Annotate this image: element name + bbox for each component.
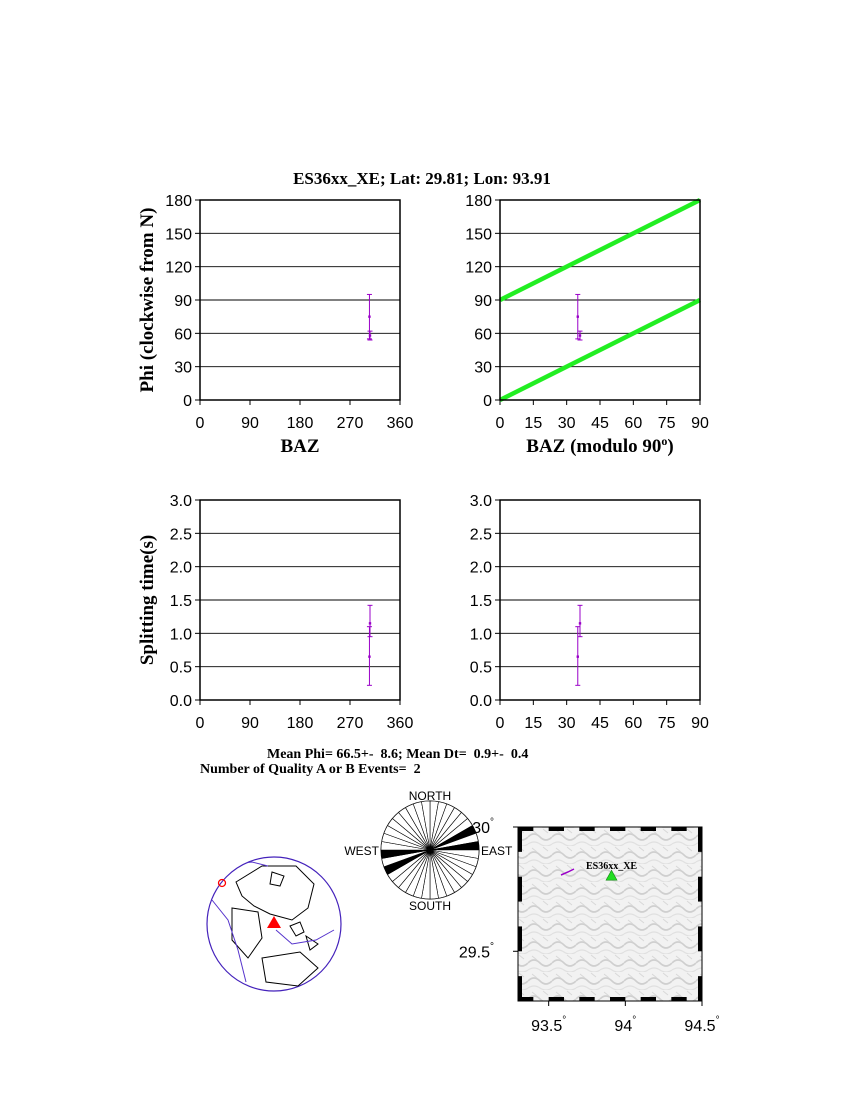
event-count: Number of Quality A or B Events= 2 — [200, 762, 421, 777]
x-tick-label: 0 — [495, 415, 505, 432]
map-lat-label: 29.5° — [458, 941, 494, 962]
y-tick-label: 0 — [483, 393, 492, 410]
map-lon-label: 94° — [614, 1015, 637, 1035]
y-tick-label: 1.5 — [169, 593, 192, 610]
map-border-segment — [549, 827, 564, 831]
y-tick-label: 30 — [474, 359, 492, 377]
y-tick-label: 3.0 — [169, 493, 192, 510]
null-line — [500, 300, 700, 400]
y-tick-label: 0 — [183, 393, 192, 410]
map-border-segment — [549, 997, 564, 1001]
dt-mod90-marks — [575, 605, 582, 685]
map-border-segment — [698, 926, 702, 951]
null-line — [500, 200, 700, 300]
y-tick-label: 0.0 — [169, 693, 192, 710]
map-border-segment — [671, 827, 686, 831]
phi-baz-panel — [137, 193, 413, 457]
x-tick-label: 90 — [691, 415, 709, 432]
x-tick-label: 270 — [336, 415, 364, 432]
baz-mod90-xlabel: BAZ (modulo 90$^o$) — [526, 434, 674, 457]
x-tick-label: 0 — [195, 415, 205, 432]
phi-baz-mod90-panel — [465, 193, 709, 457]
map-border-segment — [698, 827, 702, 852]
data-point — [577, 315, 579, 317]
y-tick-label: 1.0 — [169, 626, 192, 644]
map-lon-label: 94.5° — [684, 1015, 720, 1035]
map-border-segment — [610, 827, 625, 831]
y-tick-label: 1.5 — [469, 593, 492, 610]
figure-title: ES36xx_XE; Lat: 29.81; Lon: 93.91 — [293, 169, 551, 188]
y-tick-label: 60 — [174, 326, 192, 344]
phi-baz-yticks — [165, 193, 200, 410]
y-tick-label: 0.5 — [169, 659, 192, 677]
map-relief — [518, 827, 702, 1001]
phi-mod90-gridlines — [500, 200, 700, 400]
y-tick-label: 120 — [465, 259, 492, 277]
y-tick-label: 90 — [174, 293, 192, 310]
x-tick-label: 15 — [524, 715, 543, 732]
station-label: ES36xx_XE — [585, 861, 638, 873]
phi-mod90-xticks — [496, 400, 709, 432]
phi-ylabel: Phi (clockwise from N) — [137, 207, 158, 393]
x-tick-label: 60 — [624, 715, 643, 732]
rose-sectors — [381, 801, 479, 899]
data-point — [369, 334, 371, 336]
map-lat-label: 30° — [472, 817, 494, 837]
mean-summary: Mean Phi= 66.5+- 8.6; Mean Dt= 0.9+- 0.4 — [267, 747, 529, 762]
x-tick-label: 90 — [241, 715, 259, 732]
y-tick-label: 30 — [174, 359, 192, 377]
dt-ylabel: Splitting time(s) — [137, 534, 158, 666]
rose-north-label: NORTH — [408, 789, 452, 803]
data-point — [368, 655, 370, 657]
baz-xlabel: BAZ — [280, 436, 320, 457]
x-tick-label: 75 — [657, 415, 676, 432]
map-border-segment — [518, 827, 522, 852]
x-tick-label: 30 — [557, 415, 576, 432]
y-tick-label: 3.0 — [469, 493, 492, 510]
phi-baz-xticks — [196, 400, 414, 432]
rose-east-label: EAST — [481, 844, 513, 858]
data-point — [579, 622, 581, 624]
map-border-segment — [518, 926, 522, 951]
x-tick-label: 30 — [557, 715, 576, 732]
phi-mod90-yticks — [465, 193, 500, 410]
dt-baz-panel — [137, 493, 413, 732]
phi-baz-gridlines — [200, 200, 400, 400]
data-point — [369, 622, 371, 624]
x-tick-label: 180 — [286, 715, 314, 732]
x-tick-label: 0 — [495, 715, 505, 732]
map-border-segment — [641, 827, 656, 831]
x-tick-label: 360 — [386, 415, 414, 432]
y-tick-label: 1.0 — [469, 626, 492, 644]
dt-baz-gridlines — [200, 500, 400, 700]
dt-mod90-xticks — [496, 700, 709, 732]
dt-mod90-yticks — [470, 493, 500, 710]
map-border-segment — [579, 997, 594, 1001]
x-tick-label: 90 — [691, 715, 709, 732]
map-lon-label: 93.5° — [531, 1015, 567, 1035]
data-point — [577, 655, 579, 657]
y-tick-label: 2.5 — [169, 526, 192, 544]
x-tick-label: 60 — [624, 415, 643, 432]
map-lon-labels — [531, 1001, 719, 1035]
y-tick-label: 150 — [465, 226, 492, 244]
y-tick-label: 180 — [465, 193, 492, 210]
data-point — [368, 315, 370, 317]
y-tick-label: 90 — [474, 293, 492, 310]
map-border-segment — [698, 877, 702, 902]
rose-west-label: WEST — [344, 844, 379, 858]
map-border-segment — [579, 827, 594, 831]
dt-baz-marks — [367, 605, 373, 685]
y-tick-label: 180 — [165, 193, 192, 210]
y-tick-label: 2.0 — [469, 559, 492, 577]
x-tick-label: 270 — [336, 715, 364, 732]
fast-direction-rose — [344, 789, 513, 913]
map-border-segment — [518, 877, 522, 902]
x-tick-label: 360 — [386, 715, 414, 732]
y-tick-label: 0.0 — [469, 693, 492, 710]
map-border-segment — [671, 997, 686, 1001]
dt-baz-xticks — [196, 700, 414, 732]
rose-south-label: SOUTH — [409, 899, 451, 913]
x-tick-label: 45 — [591, 715, 609, 732]
x-tick-label: 0 — [195, 715, 205, 732]
y-tick-label: 0.5 — [469, 659, 492, 677]
map-border-segment — [641, 997, 656, 1001]
map-border-segment — [610, 997, 625, 1001]
data-point — [579, 334, 581, 336]
dt-mod90-gridlines — [500, 500, 700, 700]
y-tick-label: 2.0 — [169, 559, 192, 577]
map-border-segment — [698, 976, 702, 1001]
y-tick-label: 2.5 — [469, 526, 492, 544]
x-tick-label: 45 — [591, 415, 609, 432]
y-tick-label: 120 — [165, 259, 192, 277]
dt-baz-yticks — [170, 493, 200, 710]
x-tick-label: 180 — [286, 415, 314, 432]
dt-baz-mod90-panel — [470, 493, 709, 732]
x-tick-label: 90 — [241, 415, 259, 432]
y-tick-label: 150 — [165, 226, 192, 244]
x-tick-label: 75 — [657, 715, 676, 732]
y-tick-label: 60 — [474, 326, 492, 344]
globe-inset — [207, 857, 341, 991]
map-border-segment — [518, 976, 522, 1001]
x-tick-label: 15 — [524, 415, 543, 432]
